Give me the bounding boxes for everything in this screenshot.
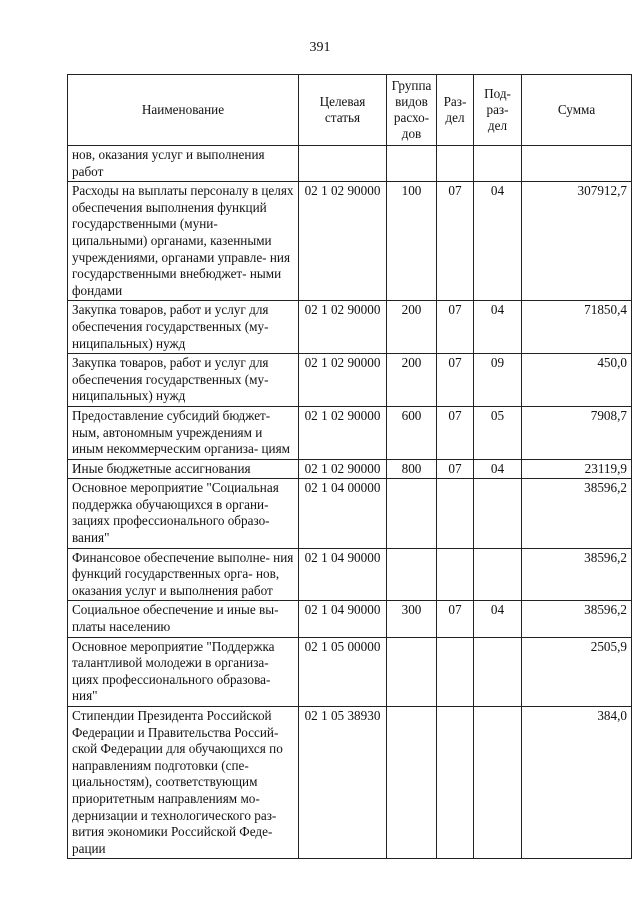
cell-name: Закупка товаров, работ и услуг для обеспечения государственных (му- ниципальных) нужд (68, 354, 299, 407)
cell-name: Расходы на выплаты персоналу в целях обеспечения выполнения функций государственными (муни- ципальными) органами, казенными учреждениями, органами управле- ния государственными внебюджет- ными фондами (68, 182, 299, 301)
cell-amount: 38596,2 (522, 479, 632, 548)
cell-section (437, 637, 474, 706)
header-subsection: Под- раз- дел (474, 75, 522, 146)
table-row (68, 601, 632, 637)
cell-name: Закупка товаров, работ и услуг для обеспечения государственных (му- ниципальных) нужд (68, 301, 299, 354)
cell-subsection (474, 707, 522, 859)
cell-group (387, 548, 437, 601)
cell-name: Социальное обеспечение и иные вы- платы населению (68, 601, 299, 637)
cell-group (387, 707, 437, 859)
cell-name: Основное мероприятие "Социальная поддержка обучающихся в органи- зациях профессионального образо- вания" (68, 479, 299, 548)
table-row (68, 707, 632, 859)
cell-subsection (474, 548, 522, 601)
cell-section (437, 548, 474, 601)
cell-section (437, 707, 474, 859)
cell-amount: 384,0 (522, 707, 632, 859)
cell-group: 600 (387, 406, 437, 459)
cell-name: Основное мероприятие "Поддержка талантливой молодежи в организа- циях профессионального образова- ния" (68, 637, 299, 706)
header-amount: Сумма (522, 75, 632, 146)
cell-section (437, 479, 474, 548)
cell-name: Финансовое обеспечение выполне- ния функций государственных орга- нов, оказания услуг и выполнения работ (68, 548, 299, 601)
cell-name: Предоставление субсидий бюджет- ным, автономным учреждениям и иным некоммерческим организа- циям (68, 406, 299, 459)
cell-name: Стипендии Президента Российской Федерации и Правительства Россий- ской Федерации для обучающихся по направлениям подготовки (спе- циальностям), соответствующим приоритетным направлениям мо- дернизации и технологического раз- вития экономики Российской Феде- рации (68, 707, 299, 859)
cell-target: 02 1 04 90000 (299, 601, 387, 637)
cell-section: 07 (437, 601, 474, 637)
cell-amount: 38596,2 (522, 601, 632, 637)
cell-group: 200 (387, 354, 437, 407)
cell-section: 07 (437, 459, 474, 479)
cell-group (387, 479, 437, 548)
cell-section: 07 (437, 354, 474, 407)
header-target: Целевая статья (299, 75, 387, 146)
cell-group: 100 (387, 182, 437, 301)
cell-target: 02 1 02 90000 (299, 182, 387, 301)
cell-group (387, 146, 437, 182)
cell-amount: 71850,4 (522, 301, 632, 354)
header-row (68, 75, 632, 146)
cell-amount: 7908,7 (522, 406, 632, 459)
cell-amount: 23119,9 (522, 459, 632, 479)
cell-target: 02 1 05 38930 (299, 707, 387, 859)
cell-section: 07 (437, 301, 474, 354)
cell-target: 02 1 04 90000 (299, 548, 387, 601)
table-row (68, 301, 632, 354)
cell-amount: 2505,9 (522, 637, 632, 706)
cell-section (437, 146, 474, 182)
cell-subsection: 04 (474, 182, 522, 301)
table-row (68, 637, 632, 706)
cell-subsection: 04 (474, 601, 522, 637)
cell-subsection: 05 (474, 406, 522, 459)
cell-section: 07 (437, 406, 474, 459)
cell-name: Иные бюджетные ассигнования (68, 459, 299, 479)
cell-amount: 450,0 (522, 354, 632, 407)
cell-amount: 307912,7 (522, 182, 632, 301)
cell-target: 02 1 02 90000 (299, 354, 387, 407)
cell-target: 02 1 02 90000 (299, 301, 387, 354)
cell-subsection: 09 (474, 354, 522, 407)
cell-subsection (474, 146, 522, 182)
cell-subsection (474, 479, 522, 548)
cell-group: 800 (387, 459, 437, 479)
cell-section: 07 (437, 182, 474, 301)
cell-target: 02 1 05 00000 (299, 637, 387, 706)
cell-group (387, 637, 437, 706)
header-name: Наименование (68, 75, 299, 146)
cell-target (299, 146, 387, 182)
cell-subsection: 04 (474, 301, 522, 354)
header-group: Группа видов расхо- дов (387, 75, 437, 146)
header-section: Раз- дел (437, 75, 474, 146)
table-row (68, 479, 632, 548)
cell-subsection (474, 637, 522, 706)
table-row (68, 459, 632, 479)
cell-group: 300 (387, 601, 437, 637)
cell-name: нов, оказания услуг и выполнения работ (68, 146, 299, 182)
page-number: 391 (309, 40, 331, 55)
cell-group: 200 (387, 301, 437, 354)
cell-target: 02 1 02 90000 (299, 459, 387, 479)
table-row (68, 146, 632, 182)
table-row (68, 548, 632, 601)
table-row (68, 354, 632, 407)
table-row (68, 406, 632, 459)
cell-subsection: 04 (474, 459, 522, 479)
table-row (68, 182, 632, 301)
cell-target: 02 1 02 90000 (299, 406, 387, 459)
cell-amount: 38596,2 (522, 548, 632, 601)
cell-target: 02 1 04 00000 (299, 479, 387, 548)
budget-table (67, 74, 632, 859)
cell-amount (522, 146, 632, 182)
